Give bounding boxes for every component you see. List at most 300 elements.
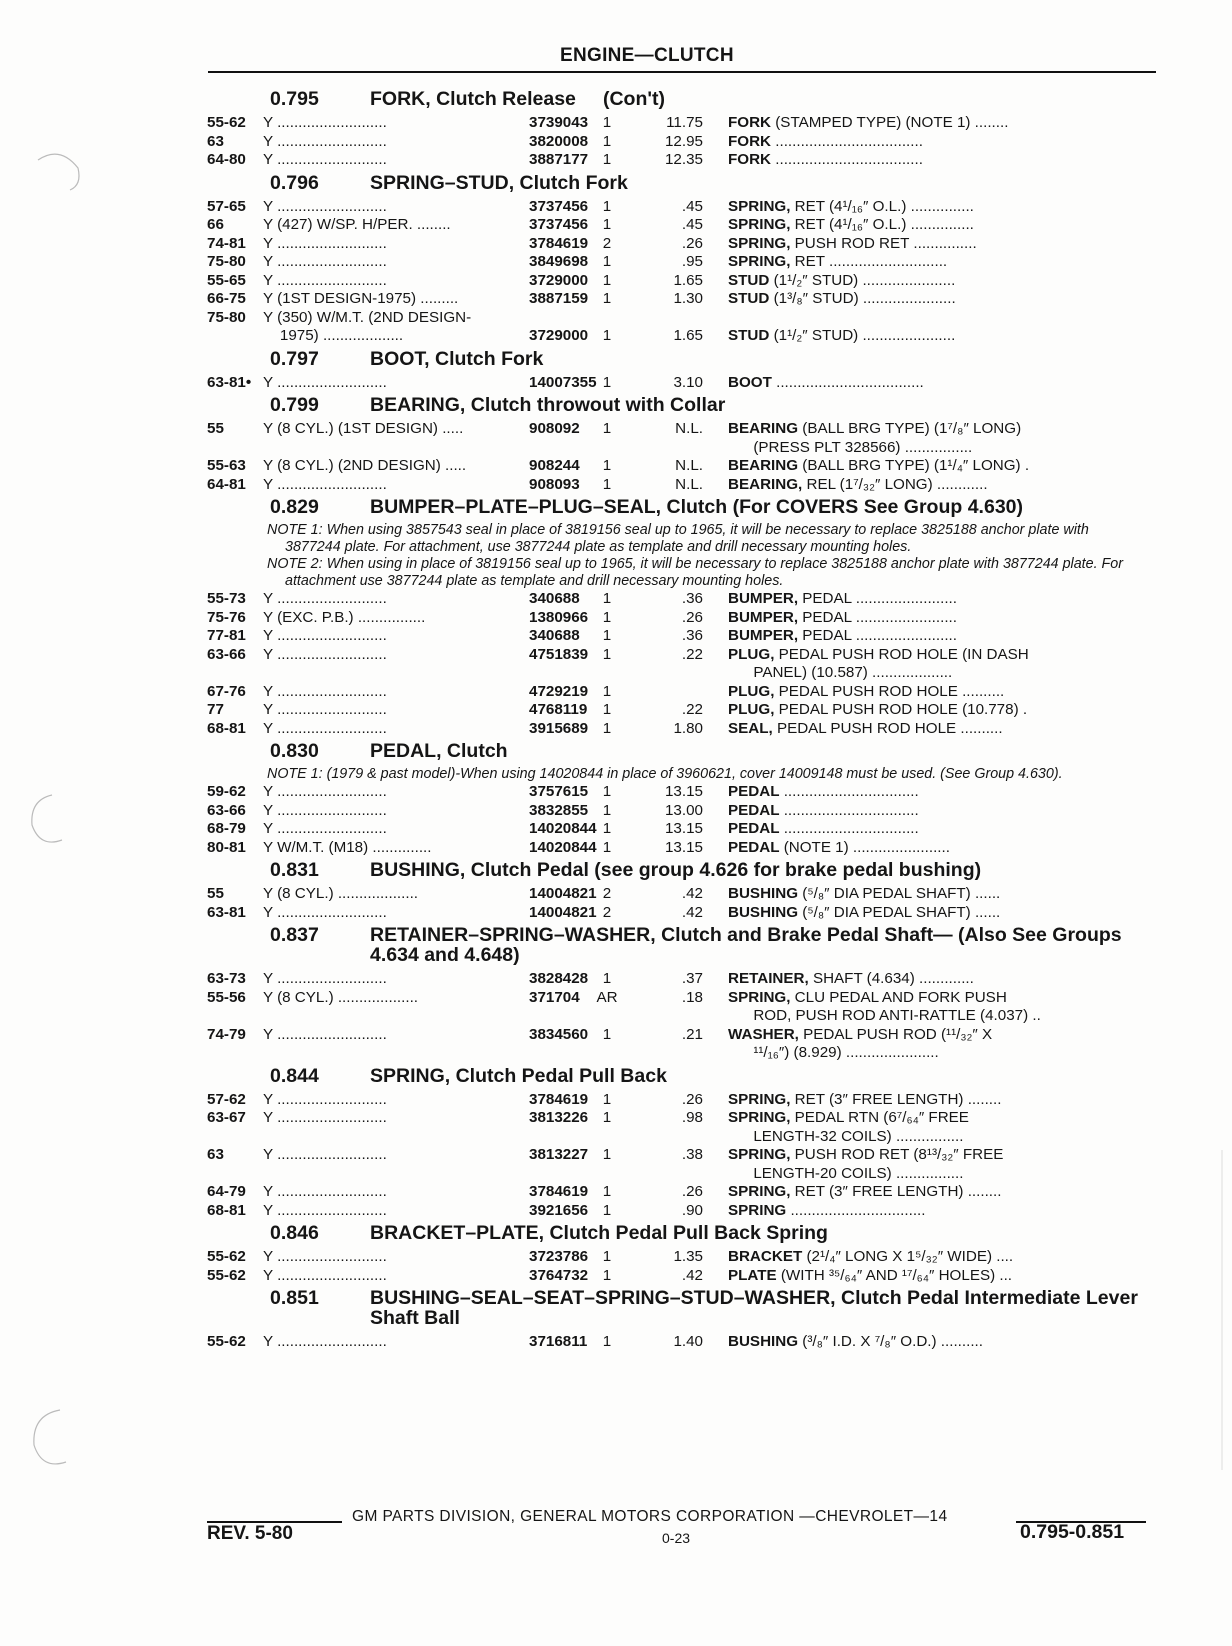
description-keyword: BEARING [728, 420, 799, 437]
quantity: 1 [602, 1146, 612, 1163]
price: 13.00 [664, 801, 703, 819]
section-title: FORK, Clutch Release (Con't) [370, 88, 665, 110]
part-number: 14004821 [529, 903, 597, 921]
description-keyword: BUMPER, [728, 608, 799, 626]
description-keyword: SPRING, [728, 1090, 791, 1108]
model-years: 55-62 [207, 1266, 246, 1284]
part-number: 3887159 [529, 290, 589, 307]
quantity: 1 [602, 719, 612, 737]
model-years: 64-81 [207, 475, 246, 493]
description [728, 701, 1157, 720]
section-0-829 [207, 497, 1157, 738]
section-heading [207, 860, 1157, 880]
description [728, 114, 1157, 133]
price: 13.15 [664, 783, 703, 800]
application: Y (8 CYL.) (1ST DESIGN) ..... [263, 420, 464, 437]
part-row [207, 1044, 1157, 1063]
model-years: 55 [207, 420, 224, 437]
page-title: ENGINE—CLUTCH [560, 45, 734, 66]
description-keyword: PEDAL [728, 838, 780, 856]
model-years: 59-62 [207, 783, 246, 800]
price: .45 [681, 216, 703, 233]
description [728, 374, 1157, 393]
description [728, 1267, 1157, 1286]
quantity: 1 [602, 1183, 612, 1200]
section-heading [207, 1288, 1157, 1328]
model-years: 77 [207, 701, 224, 718]
description [728, 235, 1157, 254]
part-number: 4751839 [529, 645, 589, 663]
description [728, 420, 1157, 439]
section-heading [207, 1223, 1157, 1243]
description-text: RET (3″ FREE LENGTH) ........ [790, 1090, 1002, 1108]
part-row [207, 235, 1157, 254]
description-text: RET ............................ [790, 253, 948, 270]
part-number: 3737456 [529, 216, 589, 233]
part-number: 3784619 [529, 1183, 589, 1200]
description-keyword: PEDAL [728, 801, 780, 819]
part-row [207, 820, 1157, 839]
part-number: 3832855 [529, 801, 589, 819]
section-title: SPRING, Clutch Pedal Pull Back [370, 1064, 667, 1087]
quantity: 1 [602, 457, 612, 474]
part-number: 908093 [529, 475, 580, 493]
section-title: BUSHING, Clutch Pedal (see group 4.626 for brake pedal bushing) [370, 859, 982, 881]
part-row [207, 1128, 1157, 1147]
price: N.L. [675, 457, 703, 474]
description-text: PEDAL PUSH ROD HOLE (IN DASH [774, 645, 1029, 663]
price: 1.40 [673, 1333, 703, 1350]
application: Y .......................... [263, 701, 387, 718]
price: .26 [681, 234, 703, 252]
part-row [207, 802, 1157, 821]
quantity: 1 [602, 475, 612, 493]
section-title: PEDAL, Clutch [370, 740, 508, 762]
application: 1975) ................... [263, 327, 404, 344]
section-heading [207, 497, 1157, 517]
description [728, 970, 1157, 989]
description-keyword: SPRING, [728, 197, 791, 215]
model-years: 63-81 [207, 903, 246, 921]
section-note: NOTE 1: (1979 & past model)-When using 14020844 in place of 3960621, cover 14009148 must be used. (See Group 4.630). [267, 766, 1063, 782]
part-row [207, 1146, 1157, 1165]
description [728, 457, 1157, 476]
description-text: PUSH ROD RET (8¹³/₃₂″ FREE [790, 1146, 1004, 1163]
description-text: PEDAL PUSH ROD (¹¹/₃₂″ X [798, 1025, 993, 1043]
price: 11.75 [666, 114, 703, 131]
model-years: 55 [207, 885, 224, 902]
catalog-sections [207, 86, 1157, 1355]
description [728, 783, 1157, 802]
description [728, 290, 1157, 309]
section-number: 0.829 [270, 496, 319, 518]
description-text: LENGTH-32 COILS) ................ [728, 1127, 964, 1145]
application: Y (1ST DESIGN-1975) ......... [263, 290, 459, 307]
model-years: 63 [207, 1146, 224, 1163]
price: 1.65 [673, 271, 703, 289]
part-row [207, 253, 1157, 272]
description [728, 989, 1157, 1008]
quantity: 1 [602, 801, 612, 819]
section-heading [207, 925, 1157, 965]
description [728, 1007, 1157, 1026]
description-text: PEDAL PUSH ROD HOLE .......... [772, 719, 1003, 737]
description-keyword: SEAL, [728, 719, 773, 737]
section-number: 0.830 [270, 740, 319, 762]
quantity: 1 [602, 132, 612, 150]
application: Y (EXC. P.B.) ................ [263, 608, 426, 626]
part-number: 14020844 [529, 820, 597, 837]
description-text: CLU PEDAL AND FORK PUSH [790, 988, 1007, 1006]
application: Y (350) W/M.T. (2ND DESIGN- [263, 308, 472, 326]
price: .45 [681, 197, 703, 215]
description-keyword: PLATE [728, 1266, 777, 1284]
description [728, 476, 1157, 495]
section-title: SPRING–STUD, Clutch Fork [370, 171, 628, 194]
description-text: RET (3″ FREE LENGTH) ........ [790, 1183, 1002, 1200]
part-number: 3813227 [529, 1146, 589, 1163]
part-row [207, 151, 1157, 170]
price: 1.80 [673, 719, 703, 737]
section-number: 0.837 [270, 924, 319, 946]
part-number: 4768119 [529, 701, 588, 718]
description [728, 216, 1157, 235]
model-years: 63 [207, 132, 224, 150]
description [728, 627, 1157, 646]
part-number: 3915689 [529, 719, 589, 737]
part-number: 3729000 [529, 271, 589, 289]
part-number: 3764732 [529, 1266, 589, 1284]
model-years: 55-62 [207, 114, 246, 131]
title-rule [208, 71, 1156, 73]
description [728, 1146, 1157, 1165]
description-keyword: SPRING, [728, 1146, 791, 1163]
description-keyword: PLUG, [728, 701, 775, 718]
section-note: NOTE 2: When using in place of 3819156 seal up to 1965, it will be necessary to replace 3825188 anchor plate with 3877244 plate. For attachment use 3877244 plate as template and drill necessary mounting holes. [267, 556, 1123, 589]
price: .36 [681, 627, 703, 644]
description [728, 904, 1157, 923]
section-heading [207, 89, 1157, 109]
description-text: (⁵/₈″ DIA PEDAL SHAFT) ...... [798, 885, 1001, 902]
part-number: 3729000 [529, 327, 589, 344]
section-title: BOOT, Clutch Fork [370, 347, 544, 370]
description [728, 646, 1157, 665]
part-number: 14020844 [529, 838, 597, 856]
description-text: (2¹/₄″ LONG X 1⁵/₃₂″ WIDE) .... [802, 1248, 1014, 1265]
description-text: SHAFT (4.634) ............. [808, 970, 974, 987]
quantity: 1 [602, 1109, 612, 1126]
price: 1.30 [673, 290, 703, 307]
application: Y W/M.T. (M18) .............. [263, 838, 432, 856]
application: Y .......................... [263, 1201, 387, 1219]
description [728, 720, 1157, 739]
section-note: NOTE 1: When using 3857543 seal in place of 3819156 seal up to 1965, it will be necessary to replace 3825188 anchor plate with 3877244 plate. For attachment, use 3877244 plate as template and drill necessary mounting holes. [267, 522, 1089, 555]
description [728, 151, 1157, 170]
application: Y .......................... [263, 1183, 387, 1200]
model-years: 68-81 [207, 719, 246, 737]
description [728, 1044, 1157, 1063]
part-number: 908092 [529, 420, 580, 437]
application: Y .......................... [263, 1266, 387, 1284]
part-number: 14007355 [529, 373, 597, 391]
description [728, 1248, 1157, 1267]
part-number: 908244 [529, 457, 580, 474]
quantity: 1 [602, 838, 612, 856]
quantity: 1 [602, 271, 612, 289]
model-years: 67-76 [207, 682, 246, 700]
application: Y .......................... [263, 1025, 387, 1043]
description-keyword: SPRING, [728, 1109, 791, 1126]
price: .26 [681, 1090, 703, 1108]
description [728, 198, 1157, 217]
section-number: 0.844 [270, 1064, 319, 1087]
quantity: 1 [602, 970, 612, 987]
description-keyword: BUSHING [728, 885, 799, 902]
description-text: PEDAL ........................ [798, 590, 957, 607]
quantity: 2 [602, 234, 612, 252]
model-years: 55-65 [207, 271, 246, 289]
description-keyword: FORK [728, 151, 772, 168]
part-row [207, 420, 1157, 439]
part-row [207, 1267, 1157, 1286]
application: Y .......................... [263, 1248, 387, 1265]
part-row [207, 457, 1157, 476]
price: .42 [681, 903, 703, 921]
part-row [207, 1202, 1157, 1221]
price: .26 [681, 1183, 703, 1200]
application: Y .......................... [263, 820, 387, 837]
part-row [207, 885, 1157, 904]
quantity: 1 [602, 1201, 612, 1219]
price: .22 [681, 701, 703, 718]
description [728, 133, 1157, 152]
description-text: LENGTH-20 COILS) ................ [728, 1164, 964, 1182]
part-row [207, 198, 1157, 217]
description [728, 1333, 1157, 1352]
part-row [207, 309, 1157, 328]
application: Y .......................... [263, 719, 387, 737]
model-years: 74-81 [207, 234, 246, 252]
quantity: 1 [602, 197, 612, 215]
model-years: 63-81• [207, 373, 252, 391]
section-0-795 [207, 89, 1157, 170]
part-row [207, 590, 1157, 609]
model-years: 55-62 [207, 1248, 246, 1265]
description-text: (⁵/₈″ DIA PEDAL SHAFT) ...... [798, 903, 1001, 921]
description-text: RET (4¹/₁₆″ O.L.) ............... [790, 216, 974, 233]
part-row [207, 216, 1157, 235]
section-title: RETAINER–SPRING–WASHER, Clutch and Brake Pedal Shaft— (Also See Groups 4.634 and 4.648) [370, 924, 1128, 966]
part-row [207, 609, 1157, 628]
quantity: 1 [602, 420, 612, 437]
description-text: PEDAL PUSH ROD HOLE .......... [774, 682, 1005, 700]
model-years: 64-79 [207, 1183, 246, 1200]
description-text: (NOTE 1) ....................... [779, 838, 950, 856]
part-number: 3813226 [529, 1109, 589, 1126]
section-0-851 [207, 1288, 1157, 1352]
model-years: 68-81 [207, 1201, 246, 1219]
description [728, 802, 1157, 821]
section-0-799 [207, 395, 1157, 494]
model-years: 77-81 [207, 627, 246, 644]
part-row [207, 272, 1157, 291]
description-keyword: PEDAL [728, 820, 780, 837]
part-number: 3834560 [529, 1025, 589, 1043]
part-number: 371704 [529, 988, 580, 1006]
section-0-797 [207, 349, 1157, 393]
model-years: 75-80 [207, 253, 246, 270]
section-0-796 [207, 173, 1157, 346]
quantity: 1 [602, 1090, 612, 1108]
description-keyword: BUMPER, [728, 590, 799, 607]
description-text: RET (4¹/₁₆″ O.L.) ............... [790, 197, 974, 215]
section-title: BUMPER–PLATE–PLUG–SEAL, Clutch (For COVERS See Group 4.630) [370, 496, 1024, 518]
section-title: BUSHING–SEAL–SEAT–SPRING–STUD–WASHER, Clutch Pedal Intermediate Lever Shaft Ball [370, 1287, 1144, 1329]
model-years: 63-67 [207, 1109, 246, 1126]
part-number: 14004821 [529, 885, 597, 902]
part-row [207, 720, 1157, 739]
application: Y .......................... [263, 1090, 387, 1108]
description-text: PEDAL ........................ [798, 627, 957, 644]
model-years: 75-76 [207, 608, 246, 626]
price: .36 [681, 590, 703, 607]
price: .90 [681, 1201, 703, 1219]
part-row [207, 839, 1157, 858]
description-keyword: STUD [728, 327, 770, 344]
part-row [207, 627, 1157, 646]
section-0-844 [207, 1066, 1157, 1221]
model-years: 63-73 [207, 970, 246, 987]
part-row [207, 476, 1157, 495]
application: Y .......................... [263, 590, 387, 607]
quantity: 1 [602, 645, 612, 663]
section-0-830 [207, 741, 1157, 857]
description [728, 327, 1157, 346]
description [728, 885, 1157, 904]
part-row [207, 133, 1157, 152]
description-text: (WITH ³⁵/₆₄″ AND ¹⁷/₆₄″ HOLES) ... [776, 1266, 1013, 1284]
description-keyword: STUD [728, 271, 770, 289]
description-keyword: SPRING, [728, 253, 791, 270]
footer-text: GM PARTS DIVISION, GENERAL MOTORS CORPORATION —CHEVROLET—14 [352, 1508, 948, 1525]
application: Y .......................... [263, 903, 387, 921]
application: Y .......................... [263, 1146, 387, 1163]
item-range-label: 0.795-0.851 [1020, 1521, 1125, 1543]
model-years: 75-80 [207, 308, 246, 326]
description-text: ................................ [779, 820, 919, 837]
part-number: 3784619 [529, 234, 589, 252]
section-number: 0.796 [270, 171, 319, 194]
model-years: 55-73 [207, 590, 246, 607]
price: 3.10 [673, 373, 703, 391]
section-heading [207, 349, 1157, 369]
application: Y .......................... [263, 271, 387, 289]
description-keyword: BUSHING [728, 1333, 799, 1350]
part-row [207, 1109, 1157, 1128]
part-number: 3887177 [529, 151, 589, 168]
part-row [207, 1091, 1157, 1110]
price: 1.35 [673, 1248, 703, 1265]
part-number: 3784619 [529, 1090, 589, 1108]
description-text: ................................ [786, 1201, 926, 1219]
quantity: 1 [602, 327, 612, 344]
quantity: 1 [602, 114, 612, 131]
application: Y .......................... [263, 114, 387, 131]
quantity: 1 [602, 820, 612, 837]
part-row [207, 290, 1157, 309]
part-row [207, 439, 1157, 458]
model-years: 57-65 [207, 197, 246, 215]
description-text: (1¹/₂″ STUD) ...................... [769, 271, 956, 289]
model-years: 64-80 [207, 151, 246, 168]
quantity: 1 [602, 373, 612, 391]
model-years: 55-56 [207, 988, 246, 1006]
description-keyword: FORK [728, 132, 772, 150]
description-keyword: SPRING, [728, 234, 791, 252]
quantity: 1 [602, 290, 612, 307]
price: 12.95 [664, 132, 703, 150]
part-row [207, 646, 1157, 665]
description [728, 609, 1157, 628]
quantity: 1 [602, 701, 612, 718]
section-number: 0.799 [270, 394, 319, 416]
part-number: 3849698 [529, 253, 589, 270]
application: Y .......................... [263, 197, 387, 215]
description-text: ¹¹/₁₆″) (8.929) ...................... [728, 1044, 939, 1061]
application: Y (427) W/SP. H/PER. ........ [263, 216, 451, 233]
model-years: 55-62 [207, 1333, 246, 1350]
part-row [207, 1026, 1157, 1045]
part-number: 340688 [529, 590, 580, 607]
part-number: 3921656 [529, 1201, 589, 1219]
description-keyword: WASHER, [728, 1025, 799, 1043]
description-keyword: BUMPER, [728, 627, 799, 644]
part-row [207, 1165, 1157, 1184]
part-row [207, 783, 1157, 802]
price: .38 [681, 1146, 703, 1163]
price: .95 [681, 253, 703, 270]
description-keyword: BEARING [728, 457, 799, 474]
description-keyword: BOOT [728, 373, 772, 391]
quantity: 1 [602, 608, 612, 626]
description [728, 590, 1157, 609]
description-text: PUSH ROD RET ............... [790, 234, 977, 252]
model-years: 66 [207, 216, 224, 233]
description [728, 1165, 1157, 1184]
model-years: 80-81 [207, 838, 246, 856]
description-text: PANEL) (10.587) ................... [728, 664, 953, 681]
description-keyword: STUD [728, 290, 770, 307]
description-text: PEDAL PUSH ROD HOLE (10.778) . [774, 701, 1028, 718]
description-text: ................................ [779, 801, 919, 819]
price: N.L. [675, 420, 703, 437]
model-years: 74-79 [207, 1025, 246, 1043]
application: Y .......................... [263, 801, 387, 819]
part-number: 3716811 [529, 1333, 588, 1350]
price: .26 [681, 608, 703, 626]
quantity: 1 [602, 1248, 612, 1265]
application: Y .......................... [263, 682, 387, 700]
quantity: 1 [602, 1266, 612, 1284]
section-0-837 [207, 925, 1157, 1063]
model-years: 66-75 [207, 290, 246, 307]
part-number: 3820008 [529, 132, 589, 150]
section-heading [207, 173, 1157, 193]
description-text: ................................... [771, 132, 923, 150]
description-keyword: FORK [728, 114, 772, 131]
part-number: 1380966 [529, 608, 589, 626]
description-keyword: SPRING, [728, 988, 791, 1006]
